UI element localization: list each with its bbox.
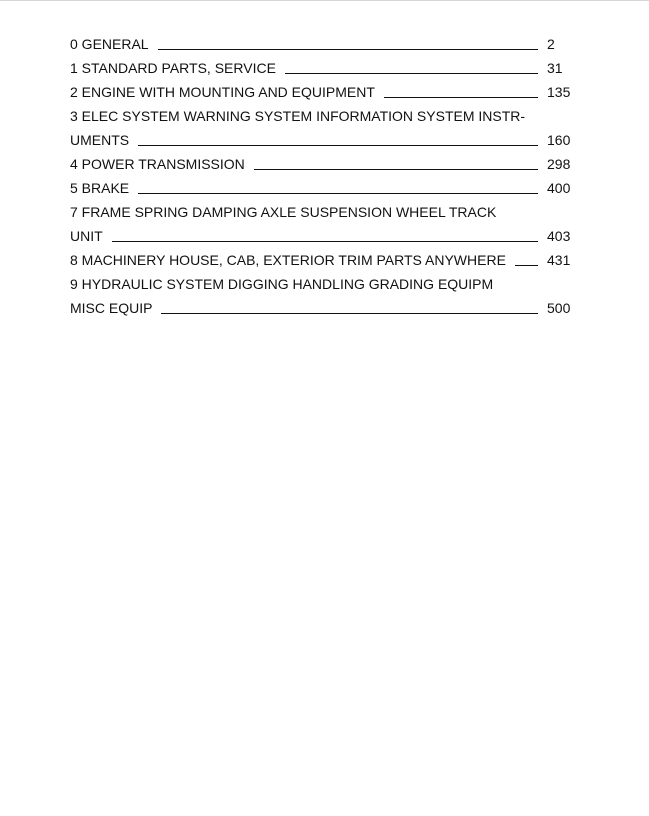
toc-page-number: 298 [547,156,571,172]
toc-page-number: 135 [547,84,571,100]
toc-entry-title: UNIT [70,228,103,244]
toc-leader-line [285,73,538,74]
toc-entry-title: 5 BRAKE [70,180,130,196]
toc-entry-title-line1: 3 ELEC SYSTEM WARNING SYSTEM INFORMATION SYSTEM INSTR- [70,108,526,124]
toc-leader-line [515,265,538,266]
toc-entry-title: 1 STANDARD PARTS, SERVICE [70,60,276,76]
toc-entry-title: 8 MACHINERY HOUSE, CAB, EXTERIOR TRIM PARTS ANYWHERE [70,252,506,268]
toc-entry-title-line1: 7 FRAME SPRING DAMPING AXLE SUSPENSION WHEEL TRACK [70,204,497,220]
toc-entry-power-transmission[interactable] [70,154,571,174]
toc-row [70,298,571,318]
toc-entry-frame-spring[interactable] [70,202,571,246]
table-of-contents [70,34,571,322]
toc-entry-title: UMENTS [70,132,130,148]
toc-entry-elec-system[interactable] [70,106,571,150]
toc-row [70,34,571,54]
toc-row [70,58,571,78]
toc-row [70,226,571,246]
toc-entry-title: 0 GENERAL [70,36,149,52]
page-top-border [0,0,649,1]
toc-entry-engine[interactable] [70,82,571,102]
toc-row [70,154,571,174]
toc-entry-title-line1: 9 HYDRAULIC SYSTEM DIGGING HANDLING GRADING EQUIPM [70,276,494,292]
toc-entry-general[interactable] [70,34,571,54]
toc-entry-title: 2 ENGINE WITH MOUNTING AND EQUIPMENT [70,84,375,100]
toc-row [70,250,571,270]
toc-page-number: 400 [547,180,571,196]
toc-leader-line [254,169,538,170]
toc-entry-machinery-house[interactable] [70,250,571,270]
toc-page-number: 500 [547,300,571,316]
toc-leader-line [158,49,538,50]
toc-leader-line [138,145,538,146]
toc-page-number: 431 [547,252,571,268]
toc-leader-line [138,193,538,194]
toc-entry-brake[interactable] [70,178,571,198]
toc-page-number: 31 [547,60,563,76]
toc-row [70,178,571,198]
toc-leader-line [112,241,538,242]
toc-page-number: 403 [547,228,571,244]
toc-row [70,130,571,150]
toc-row [70,82,571,102]
toc-leader-line [384,97,538,98]
toc-entry-title: 4 POWER TRANSMISSION [70,156,245,172]
toc-entry-standard-parts[interactable] [70,58,571,78]
toc-page-number: 2 [547,36,555,52]
toc-entry-title: MISC EQUIP [70,300,153,316]
toc-leader-line [161,313,538,314]
toc-entry-hydraulic-system[interactable] [70,274,571,318]
toc-page-number: 160 [547,132,571,148]
